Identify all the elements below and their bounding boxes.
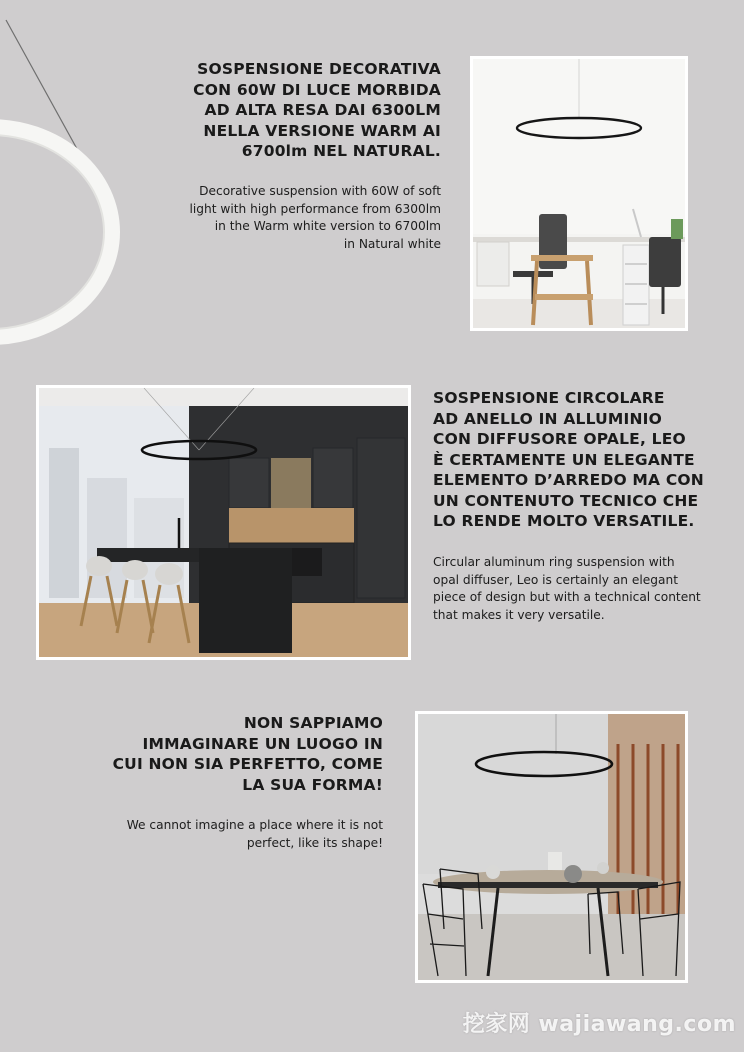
kitchen-illustration	[39, 388, 408, 657]
section-3-text: We cannot imagine a place where it is not perfect, like its shape!	[126, 818, 383, 850]
office-illustration	[473, 59, 685, 328]
watermark: 挖家网 wajiawang.com	[462, 1012, 736, 1037]
dining-illustration	[418, 714, 685, 980]
section-1-text: Decorative suspension with 60W of soft light with high performance from 6300lm in the Warm white version to 6700lm in Natural white	[189, 184, 441, 251]
section-3-heading: NON SAPPIAMO IMMAGINARE UN LUOGO IN CUI NON SIA PERFETTO, COME LA SUA FORMA!	[112, 714, 383, 794]
decorative-ring-lamp	[0, 0, 140, 360]
dining-photo	[415, 711, 688, 983]
section-1-heading: SOSPENSIONE DECORATIVA CON 60W DI LUCE MORBIDA AD ALTA RESA DAI 6300LM NELLA VERSIONE WARM AI 6700lm NEL NATURAL.	[193, 60, 441, 160]
section-2-heading: SOSPENSIONE CIRCOLARE AD ANELLO IN ALLUMINIO CON DIFFUSORE OPALE, LEO È CERTAMENTE UN ELEGANTE ELEMENTO D’ARREDO MA CON UN CONTENUTO TECNICO CHE LO RENDE MOLTO VERSATILE.	[433, 389, 704, 530]
section-2-text: Circular aluminum ring suspension with opal diffuser, Leo is certainly an elegant piece of design but with a technical content that makes it very versatile.	[433, 555, 701, 622]
office-photo	[470, 56, 688, 331]
kitchen-photo	[36, 385, 411, 660]
